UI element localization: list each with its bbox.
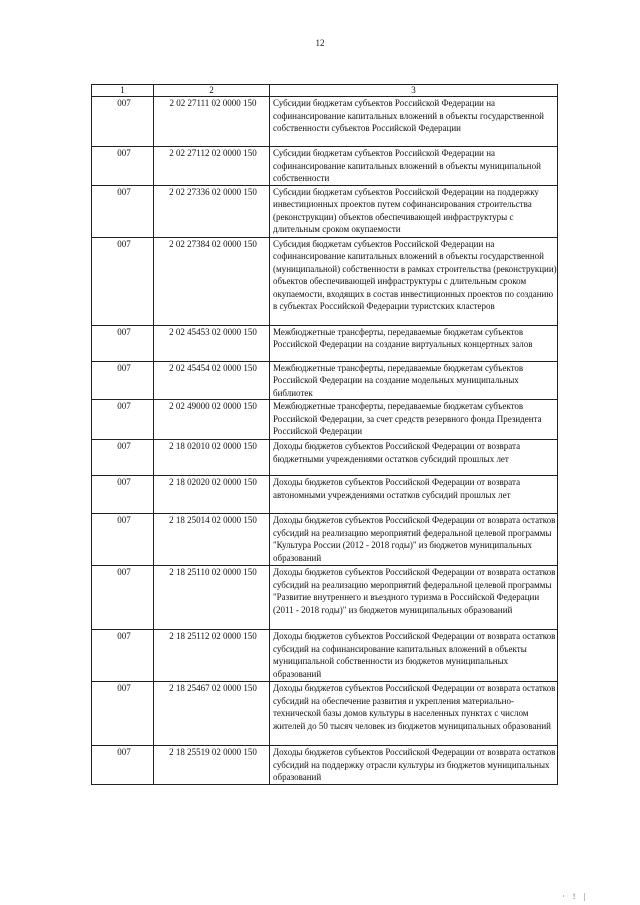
table-row (92, 440, 558, 476)
table-row (92, 325, 558, 361)
table-row (92, 185, 558, 237)
revenue-code-cell: 2 02 27384 02 0000 150 (154, 237, 270, 325)
table-row (92, 237, 558, 325)
agency-code-cell: 007 (92, 237, 154, 325)
agency-code-cell: 007 (92, 630, 154, 682)
table-row (92, 630, 558, 682)
agency-code-cell: 007 (92, 440, 154, 476)
description-cell: Доходы бюджетов субъектов Российской Федерации от возврата остатков субсидий на обеспечение развития и укрепления материально-технической базы домов культуры в населенных пунктах с числом жителей до 50 тысяч человек из бюджетов муниципальных образований (270, 682, 558, 746)
description-cell: Доходы бюджетов субъектов Российской Федерации от возврата остатков субсидий на реализацию мероприятий федеральной целевой программы "Развитие внутреннего и въездного туризма в Российской Федерации (2011 - 2018 годы)" из бюджетов муниципальных образований (270, 566, 558, 630)
page-number: 12 (315, 38, 325, 48)
description-cell: Доходы бюджетов субъектов Российской Федерации от возврата остатков субсидий на софинансирование капитальных вложений в объекты муниципальной собственности из бюджетов муниципальных образований (270, 630, 558, 682)
revenue-code-cell: 2 02 45454 02 0000 150 (154, 361, 270, 400)
revenue-codes-table (91, 84, 558, 785)
footer-scan-marks: · ! | (562, 892, 588, 901)
revenue-code-cell: 2 18 25519 02 0000 150 (154, 746, 270, 785)
agency-code-cell: 007 (92, 361, 154, 400)
description-cell: Субсидии бюджетам субъектов Российской Федерации на поддержку инвестиционных проектов путем софинансирования строительства (реконструкции) объектов обеспечивающей инфраструктуры с длительным сроком окупаемости (270, 185, 558, 237)
description-cell: Доходы бюджетов субъектов Российской Федерации от возврата остатков субсидий на поддержку отрасли культуры из бюджетов муниципальных образований (270, 746, 558, 785)
revenue-code-cell: 2 02 27336 02 0000 150 (154, 185, 270, 237)
agency-code-cell: 007 (92, 476, 154, 514)
column-header-2: 2 (154, 85, 270, 97)
agency-code-cell: 007 (92, 400, 154, 440)
description-cell: Межбюджетные трансферты, передаваемые бюджетам субъектов Российской Федерации, за счет средств резервного фонда Президента Российской Федерации (270, 400, 558, 440)
table-header-row (92, 85, 558, 97)
column-header-1: 1 (92, 85, 154, 97)
column-header-3: 3 (270, 85, 558, 97)
table-row (92, 514, 558, 566)
revenue-code-cell: 2 18 02020 02 0000 150 (154, 476, 270, 514)
table-row (92, 147, 558, 186)
description-cell: Межбюджетные трансферты, передаваемые бюджетам субъектов Российской Федерации на создание виртуальных концертных залов (270, 325, 558, 361)
revenue-code-cell: 2 18 25467 02 0000 150 (154, 682, 270, 746)
revenue-code-cell: 2 18 25110 02 0000 150 (154, 566, 270, 630)
table-row (92, 361, 558, 400)
agency-code-cell: 007 (92, 682, 154, 746)
description-cell: Субсидии бюджетам субъектов Российской Федерации на софинансирование капитальных вложений в объекты муниципальной собственности (270, 147, 558, 186)
description-cell: Доходы бюджетов субъектов Российской Федерации от возврата бюджетными учреждениями остатков субсидий прошлых лет (270, 440, 558, 476)
agency-code-cell: 007 (92, 97, 154, 147)
table-row (92, 400, 558, 440)
table-row (92, 746, 558, 785)
agency-code-cell: 007 (92, 185, 154, 237)
table-row (92, 476, 558, 514)
revenue-code-cell: 2 02 49000 02 0000 150 (154, 400, 270, 440)
description-cell: Межбюджетные трансферты, передаваемые бюджетам субъектов Российской Федерации на создание модельных муниципальных библиотек (270, 361, 558, 400)
description-cell: Субсидии бюджетам субъектов Российской Федерации на софинансирование капитальных вложений в объекты государственной собственности субъектов Российской Федерации (270, 97, 558, 147)
table-row (92, 97, 558, 147)
revenue-code-cell: 2 18 25014 02 0000 150 (154, 514, 270, 566)
table-row (92, 682, 558, 746)
agency-code-cell: 007 (92, 514, 154, 566)
agency-code-cell: 007 (92, 746, 154, 785)
revenue-code-cell: 2 18 02010 02 0000 150 (154, 440, 270, 476)
revenue-code-cell: 2 02 45453 02 0000 150 (154, 325, 270, 361)
revenue-code-cell: 2 18 25112 02 0000 150 (154, 630, 270, 682)
revenue-code-cell: 2 02 27111 02 0000 150 (154, 97, 270, 147)
table-row (92, 566, 558, 630)
agency-code-cell: 007 (92, 147, 154, 186)
description-cell: Доходы бюджетов субъектов Российской Федерации от возврата остатков субсидий на реализацию мероприятий федеральной целевой программы "Культура России (2012 - 2018 годы)" из бюджетов муниципальных образований (270, 514, 558, 566)
agency-code-cell: 007 (92, 566, 154, 630)
revenue-code-cell: 2 02 27112 02 0000 150 (154, 147, 270, 186)
agency-code-cell: 007 (92, 325, 154, 361)
description-cell: Доходы бюджетов субъектов Российской Федерации от возврата автономными учреждениями остатков субсидий прошлых лет (270, 476, 558, 514)
description-cell: Субсидия бюджетам субъектов Российской Федерации на софинансирование капитальных вложений в объекты государственной (муниципальной) собственности в рамках строительства (реконструкции) объектов обеспечивающей инфраструктуры с длительным сроком окупаемости, входящих в состав инвестиционных проектов по созданию в субъектах Российской Федерации туристских кластеров (270, 237, 558, 325)
